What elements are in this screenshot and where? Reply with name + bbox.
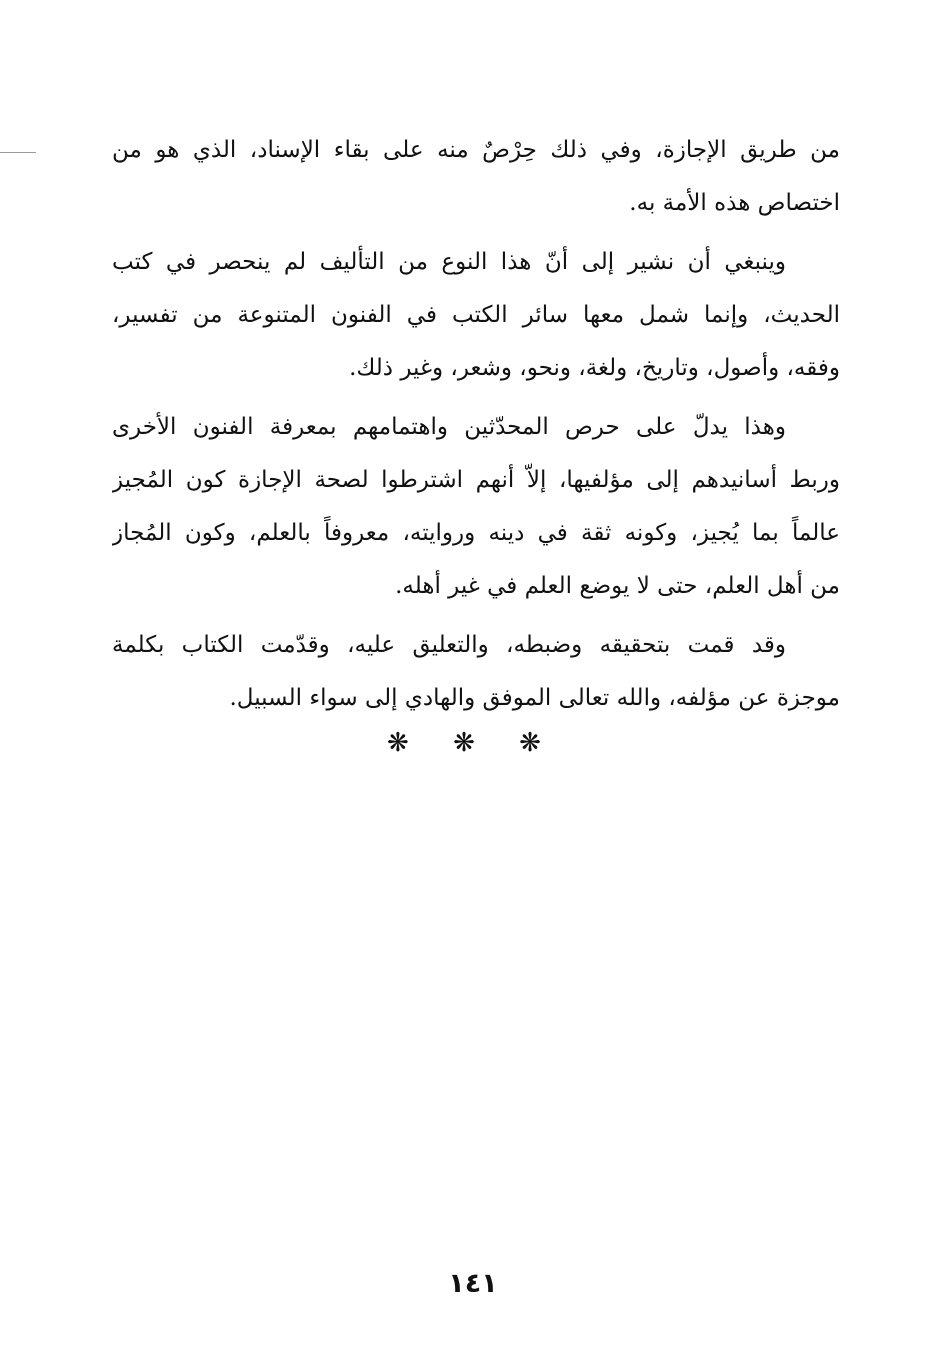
text-line: وهذا يدلّ على حرص المحدّثين واهتمامهم بمعرفة الفنون الأخرى: [112, 414, 786, 440]
text-line: من أهل العلم، حتى لا يوضع العلم في غير أهله.: [395, 573, 840, 599]
margin-mark: [0, 152, 36, 153]
paragraph-2: [112, 236, 840, 395]
text-line: وقد قمت بتحقيقه وضبطه، والتعليق عليه، وقدّمت الكتاب بكلمة: [112, 632, 786, 658]
text-line: الحديث، وإنما شمل معها سائر الكتب في الفنون المتنوعة من تفسير،: [112, 302, 840, 328]
paragraph-4: [112, 619, 840, 725]
text-line: اختصاص هذه الأمة به.: [629, 190, 840, 216]
page-number: ١٤١: [448, 1268, 498, 1299]
text-line: وفقه، وأصول، وتاريخ، ولغة، ونحو، وشعر، وغير ذلك.: [349, 355, 840, 381]
text-line: عالماً بما يُجيز، وكونه ثقة في دينه وروايته، معروفاً بالعلم، وكون المُجاز: [112, 520, 840, 546]
text-line: من طريق الإجازة، وفي ذلك حِرْصٌ منه على بقاء الإسناد، الذي هو من: [112, 137, 840, 163]
text-line: وربط أسانيدهم إلى مؤلفيها، إلاّ أنهم اشترطوا لصحة الإجازة كون المُجيز: [112, 467, 840, 493]
paragraph-1: [112, 124, 840, 230]
section-separator: ❋ ❋ ❋: [387, 728, 559, 758]
text-line: وينبغي أن نشير إلى أنّ هذا النوع من التأليف لم ينحصر في كتب: [112, 249, 786, 275]
paragraph-3: [112, 401, 840, 613]
text-line: موجزة عن مؤلفه، والله تعالى الموفق والهادي إلى سواء السبيل.: [229, 685, 840, 711]
body-text: [112, 124, 840, 731]
